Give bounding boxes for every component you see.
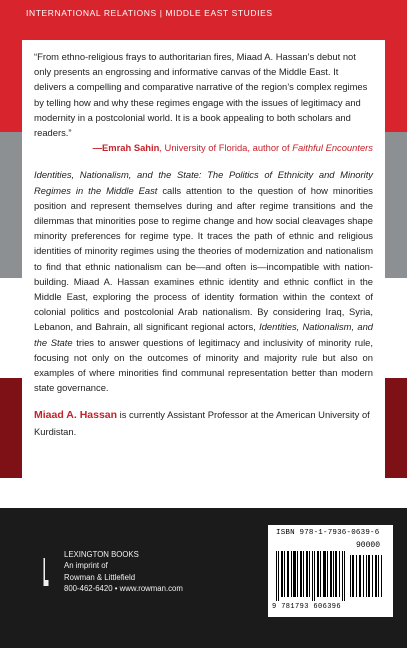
back-cover-text-panel — [22, 40, 385, 498]
isbn-number: ISBN 978-1-7936-0639-6 — [276, 529, 380, 537]
publisher-imprint: An imprint of — [64, 561, 108, 571]
author-bio-text: is currently Assistant Professor at the American University of Kurdistan. — [34, 409, 370, 437]
lexington-logo-icon — [40, 558, 52, 586]
endorser-book: Faithful Encounters — [292, 142, 373, 154]
barcode-box — [268, 525, 393, 617]
series-label: INTERNATIONAL RELATIONS | MIDDLE EAST STUDIES — [26, 8, 273, 18]
price-code: 90000 — [356, 541, 381, 550]
endorser-name: —Emrah Sahin — [92, 142, 160, 154]
author-bio — [34, 407, 373, 438]
barcode-digits: 9 781793 606396 — [272, 603, 342, 611]
publisher-info — [64, 549, 183, 594]
book-description — [34, 167, 373, 395]
endorsement-attribution — [34, 140, 373, 155]
description-body-1: calls attention to the question of how minorities position and represent themselves during and after regime transitions and the dilemmas that minorities pose to regime change and how social cleavages shape minority preferences for regime type. It traces the path of ethnic and religious identities of minority regimes using the theories of modernization and nationalism to find that ethnic nationalism can be—and often is—incompatible with nation-building. Miaad A. Hassan examines ethnic identity and ethnic conflict in the Middle East, exploring the process of identity formation within the context of colonial politics and postcolonial Arab nationalism. By considering Iraq, Syria, Lebanon, and Bahrain, all significant regional actors, — [34, 184, 373, 333]
publisher-name: LEXINGTON BOOKS — [64, 550, 139, 559]
description-body-2: tries to answer questions of legitimacy and inclusivity of minority rule, focusing not only on the outcomes of minority and majority rule but also on examples of where minorities find communal representation better than modern state governance. — [34, 336, 374, 394]
publisher-parent: Rowman & Littlefield — [64, 572, 136, 582]
book-title-short: Identities, Nationalism, and the State — [34, 321, 373, 348]
endorser-affiliation: , University of Florida, author of — [159, 142, 293, 154]
book-title: Identities, Nationalism, and the State: The Politics of Ethnicity and Minority Regimes in the Middle East — [34, 169, 373, 196]
author-name: Miaad A. Hassan — [34, 409, 118, 422]
endorsement-quote: “From ethno-religious frays to authoritarian fires, Miaad A. Hassan’s debut not only presents an engrossing and informative canvas of the Middle East. It delivers a compelling and comparative narrative of the region’s complex regimes by telling how and why these regimes engage with the issues of legitimacy and modernity in a postcolonial world. It is a book appealing to both scholars and readers.” — [34, 51, 368, 139]
publisher-contact: 800-462-6420 • www.rowman.com — [64, 583, 183, 593]
